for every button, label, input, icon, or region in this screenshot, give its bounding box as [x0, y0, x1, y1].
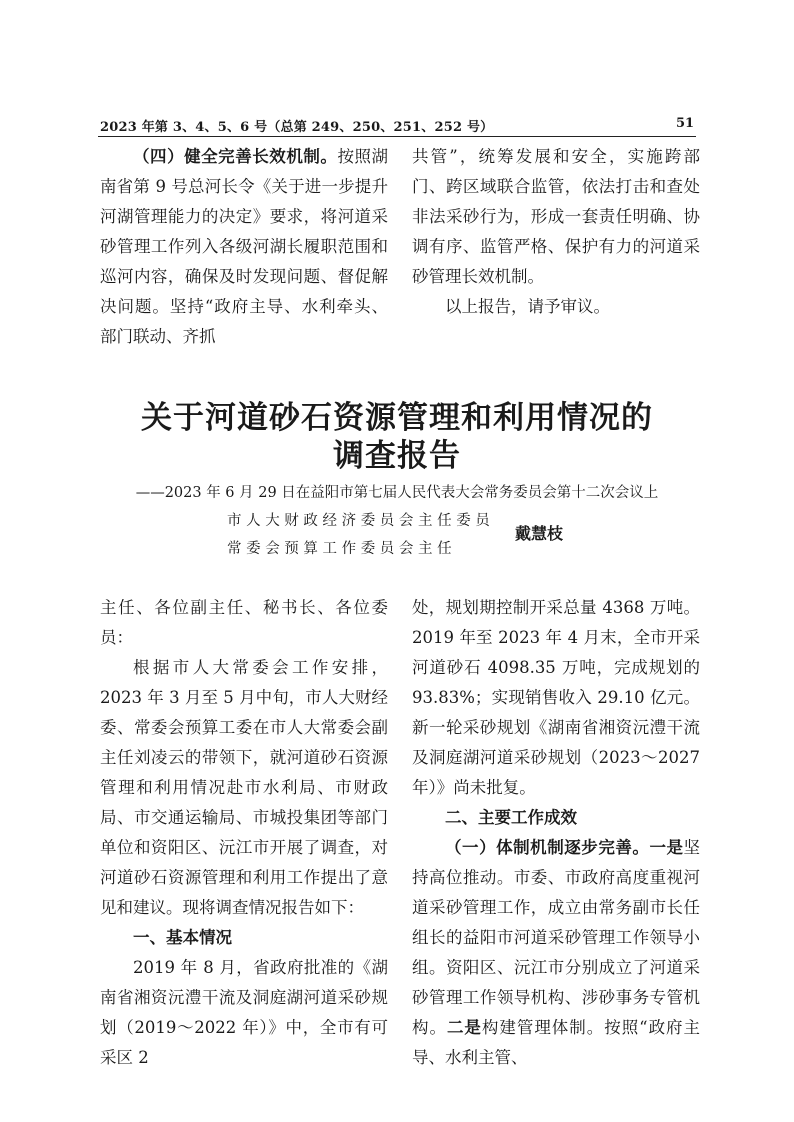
section-heading-achievements: 二、主要工作成效 [445, 808, 577, 827]
basic-situation-paragraph: 2019 年 8 月，省政府批准的《湖南省湘资沅澧干流及洞庭湖河道采砂规划（2019～2022 年）》中，全市有可采区 2 [100, 958, 388, 1067]
subsection-lead: （一）体制机制逐步完善。 [445, 838, 650, 857]
page-number: 51 [676, 116, 695, 131]
previous-article-right-column [412, 142, 700, 322]
previous-article-left-column [100, 142, 388, 352]
second-point-label: 二是 [446, 1018, 482, 1037]
paragraph-text: 按照湖南省第 9 号总河长令《关于进一步提升河湖管理能力的决定》要求，将河道采砂管理工作列入各级河湖长履职范围和巡河内容，确保及时发现问题、督促解决问题。坚持“政府主导、水利牵头、部门联动、齐抓 [100, 147, 389, 346]
salutation: 主任、各位副主任、秘书长、各位委员： [100, 598, 388, 647]
report-title-line1: 关于河道砂石资源管理和利用情况的 [141, 400, 653, 436]
report-title-line2: 调查报告 [333, 438, 461, 474]
mechanism-paragraph [412, 833, 700, 1073]
header-rule [98, 136, 696, 137]
report-subtitle: ——2023 年 6 月 29 日在益阳市第七届人民代表大会常务委员会第十二次会议上 [135, 485, 659, 501]
closing-remark: 以上报告，请予审议。 [445, 297, 610, 316]
author-title-2: 常委会预算工作委员会主任 [227, 541, 457, 557]
section-lead: （四）健全完善长效机制。 [133, 147, 338, 166]
planning-paragraph: 处，规划期控制开采总量 4368 万吨。2019 年至 2023 年 4 月末，全市开采河道砂石 4098.35 万吨，完成规划的 93.83%；实现销售收入 29.10 亿元。新一轮采砂规划《湖南省湘资沅澧干流及洞庭湖河道采砂规划（2023～2027 年）》尚未批复。 [412, 598, 700, 797]
longterm-mechanism-paragraph [100, 142, 388, 352]
section-heading-basic: 一、基本情况 [133, 928, 232, 947]
author-name: 戴慧枝 [515, 524, 564, 543]
continued-paragraph: 共管”，统筹发展和安全，实施跨部门、跨区域联合监管，依法打击和查处非法采砂行为，形成一套责任明确、协调有序、监管严格、保护有力的河道采砂管理长效机制。 [412, 147, 700, 286]
intro-paragraph: 根据市人大常委会工作安排，2023 年 3 月至 5 月中旬，市人大财经委、常委会预算工委在市人大常委会副主任刘凌云的带领下，就河道砂石资源管理和利用情况赴市水利局、市财政局、市交通运输局、市城投集团等部门单位和资阳区、沅江市开展了调查，对河道砂石资源管理和利用工作提出了意见和建议。现将调查情况报告如下： [100, 658, 388, 917]
report-right-column [412, 593, 700, 1073]
report-left-column [100, 593, 388, 1073]
issue-header: 2023 年第 3、4、5、6 号（总第 249、250、251、252 号） [100, 120, 494, 135]
second-point-text: 构建管理体制。按照“政府主导、水利主管、 [412, 1018, 701, 1067]
author-title-1: 市人大财政经济委员会主任委员 [227, 513, 495, 529]
first-point-label: 一是 [649, 838, 684, 857]
first-point-text: 坚持高位推动。市委、市政府高度重视河道采砂管理工作，成立由常务副市长任组长的益阳市河道采砂管理工作领导小组。资阳区、沅江市分别成立了河道采砂管理工作领导机构、涉砂事务专管机构。 [412, 838, 701, 1037]
